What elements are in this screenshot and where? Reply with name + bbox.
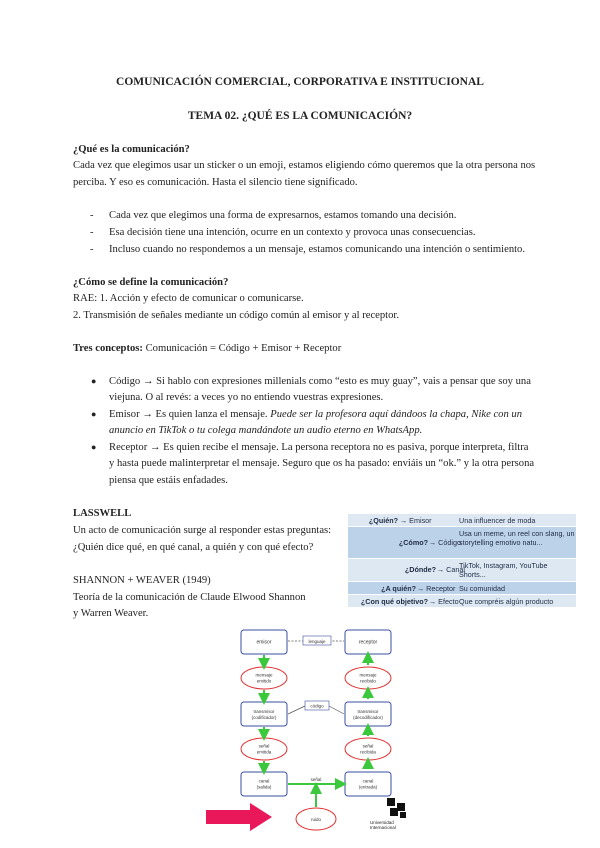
list-item-cont: viejuna. O al revés: a veces yo no entiendo vuestras expresiones.: [109, 392, 384, 403]
section-heading-que-es: ¿Qué es la comunicación?: [73, 144, 190, 155]
transmisor-label: (codificador): [251, 715, 277, 720]
lasswell-row: [348, 527, 576, 558]
paragraph-line: y Warren Weaver.: [73, 608, 149, 619]
canal-entrada-label: (entrada): [358, 784, 378, 790]
lasswell-answer: Usa un meme, un reel con slang, un storytelling emotivo natu...: [459, 529, 575, 547]
lasswell-mapping: → Canal: [437, 565, 465, 574]
decodificador-label: (decodificador): [353, 715, 383, 720]
dash-marker: -: [90, 227, 94, 238]
tres-conceptos-formula: Comunicación = Código + Emisor + Receptor: [145, 343, 342, 354]
lasswell-mapping: → Receptor: [417, 584, 456, 593]
highlight-arrow-icon: [206, 803, 272, 831]
list-item: Cada vez que elegimos una forma de expresarnos, estamos tomando una decisión.: [109, 210, 457, 221]
receptor-decoder-box: [345, 702, 391, 726]
receptor-label: receptor: [358, 639, 378, 646]
link-line: [288, 706, 305, 714]
link-line: [329, 706, 344, 714]
lasswell-question: ¿Cómo?: [398, 538, 428, 547]
list-item: Esa decisión tiene una intención, ocurre en un contexto y provoca unas consecuencias.: [109, 227, 476, 238]
transmisor-label: transmisor: [253, 709, 275, 714]
paragraph-line: Cada vez que elegimos usar un sticker o un emoji, estamos eligiendo cómo queremos que la otra persona nos: [73, 160, 536, 171]
dash-marker: -: [90, 244, 94, 255]
paragraph-line: Teoría de la comunicación de Claude Elwood Shannon: [73, 592, 306, 603]
document-subtitle: TEMA 02. ¿QUÉ ES LA COMUNICACIÓN?: [187, 110, 413, 122]
codigo-label: código: [310, 703, 324, 709]
lasswell-answer: Una influencer de moda: [459, 516, 536, 525]
senal-emitida-label: emitida: [256, 749, 272, 755]
decodificador-label: transmisor: [357, 709, 379, 714]
mensaje-emitido-label: emitido: [256, 678, 272, 684]
paragraph-line: 2. Transmisión de señales mediante un código común al emisor y al receptor.: [73, 310, 399, 321]
transmisor-box: [241, 702, 287, 726]
lasswell-heading: LASSWELL: [73, 508, 132, 519]
bullet-marker: ●: [91, 442, 97, 452]
list-item: Código → Si hablo con expresiones millenials como “esto es muy guay”, vais a pensar que soy una: [109, 376, 531, 387]
list-item: Incluso cuando no respondemos a un mensaje, estamos comunicando una intención o sentimiento.: [109, 244, 526, 255]
senal-label: señal: [310, 777, 322, 782]
emisor-italic-text: Puede ser la profesora aquí dándoos la chapa, Nike con un: [270, 409, 522, 420]
mensaje-recibido-label: mensaje: [359, 672, 377, 678]
lasswell-question: ¿Dónde?: [404, 565, 436, 574]
lasswell-row: [348, 559, 576, 581]
lasswell-answer: TikTok, Instagram, YouTube Shorts...: [459, 561, 548, 579]
lasswell-row: [348, 595, 576, 607]
lasswell-mapping: → Código: [429, 538, 461, 547]
bullet-marker: ●: [91, 376, 97, 386]
university-logo-icon: [386, 797, 408, 819]
emisor-label: emisor: [256, 639, 272, 646]
list-item-cont: piensa que estáis enfadades.: [109, 475, 228, 486]
canal-entrada-label: canal: [362, 778, 374, 784]
lasswell-row: [348, 514, 576, 526]
mensaje-recibido-label: recibido: [360, 678, 376, 684]
emisor-text: Emisor → Es quien lanza el mensaje.: [109, 409, 271, 420]
dash-marker: -: [90, 210, 94, 221]
lasswell-mapping: → Efecto: [429, 597, 459, 606]
lasswell-row: [348, 582, 576, 594]
shannon-heading: SHANNON + WEAVER (1949): [73, 575, 211, 586]
tres-conceptos-line: [73, 341, 341, 356]
ruido-label: ruido: [310, 817, 322, 822]
canal-salida-label: canal: [258, 778, 270, 784]
lasswell-question: ¿Quién?: [368, 516, 398, 525]
logo-text: Internacional: [370, 825, 396, 830]
lasswell-answer: Que compréis algún producto: [459, 597, 554, 606]
lenguaje-label: lenguaje: [308, 639, 326, 644]
document-title: COMUNICACIÓN COMERCIAL, CORPORATIVA E INSTITUCIONAL: [116, 76, 484, 88]
paragraph-line: ¿Quién dice qué, en qué canal, a quién y con qué efecto?: [73, 542, 314, 553]
section-heading-como-se-define: ¿Cómo se define la comunicación?: [73, 277, 229, 288]
lasswell-question: ¿Con qué objetivo?: [360, 597, 428, 606]
paragraph-line: RAE: 1. Acción y efecto de comunicar o comunicarse.: [73, 293, 304, 304]
canal-salida-label: (salida): [256, 784, 272, 790]
paragraph-line: perciba. Y eso es comunicación. Hasta el silencio tiene significado.: [73, 177, 358, 188]
logo-text: Universidad: [370, 820, 394, 825]
lasswell-question: ¿A quién?: [381, 584, 416, 593]
lasswell-mapping: → Emisor: [400, 516, 432, 525]
bullet-marker: ●: [91, 409, 97, 419]
mensaje-emitido-label: mensaje: [255, 672, 273, 678]
paragraph-line: Un acto de comunicación surge al responder estas preguntas:: [73, 525, 332, 536]
list-item: [109, 407, 522, 422]
senal-emitida-label: señal: [258, 743, 270, 749]
tres-conceptos-label: Tres conceptos:: [73, 343, 143, 354]
senal-recibida-label: recibida: [360, 749, 376, 755]
senal-recibida-label: señal: [362, 743, 374, 749]
list-item: Receptor → Es quien recibe el mensaje. La persona receptora no es pasiva, porque interpreta, filtra: [109, 442, 529, 453]
lasswell-answer: Su comunidad: [459, 584, 505, 593]
list-item-cont: y hasta puede malinterpretar el mensaje. Seguro que os ha pasado: enviáis un “ok.” y la otra persona: [109, 458, 535, 469]
list-item-cont: anuncio en TikTok o tu colega mandándote un audio eterno en WhatsApp.: [109, 425, 423, 436]
